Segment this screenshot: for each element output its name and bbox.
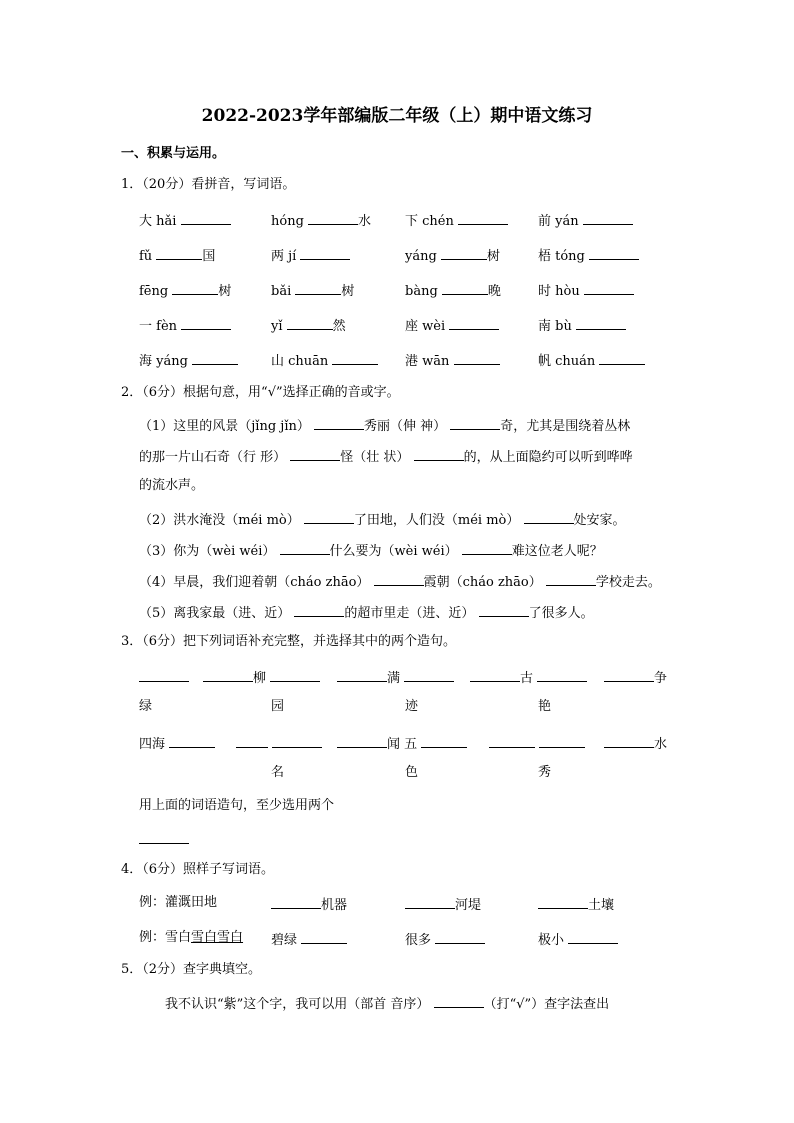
q4-item: 极小 bbox=[538, 929, 618, 950]
section-heading: 一、积累与运用。 bbox=[121, 146, 226, 161]
q1-item: bàng 晚 bbox=[405, 280, 501, 301]
q1-item: 一 fèn bbox=[139, 315, 231, 336]
q1-item: 港 wān bbox=[405, 350, 500, 371]
q5-stem: 5．（2分）查字典填空。 bbox=[121, 962, 262, 977]
q1-item: yáng 树 bbox=[405, 245, 500, 266]
q1-stem: 1．（20分）看拼音，写词语。 bbox=[121, 177, 296, 192]
q3-char: 名 bbox=[271, 765, 285, 780]
q1-item: 时 hòu bbox=[538, 280, 634, 301]
q1-item: 帆 chuán bbox=[538, 350, 645, 371]
q1-item: fǔ 国 bbox=[139, 245, 215, 266]
q1-item: hóng 水 bbox=[271, 210, 371, 231]
q1-item: 梧 tóng bbox=[538, 245, 639, 266]
q1-item: fēng 树 bbox=[139, 280, 231, 301]
q1-item: bǎi 树 bbox=[271, 280, 354, 301]
q1-item: 前 yán bbox=[538, 210, 633, 231]
q2-line: 的那一片山石奇（行 形） 怪（壮 状） 的，从上面隐约可以听到哗哗 bbox=[139, 446, 633, 467]
q3-char: 色 bbox=[405, 765, 419, 780]
q2-line: （4）早晨，我们迎着朝（cháo zhāo） 霞朝（cháo zhāo） 学校走去。 bbox=[139, 571, 661, 592]
q3-item: 闻 五 bbox=[337, 733, 467, 754]
q3-char: 迹 bbox=[405, 699, 419, 714]
q3-prompt: 用上面的词语造句，至少选用两个 bbox=[139, 798, 335, 813]
q1-item: 南 bù bbox=[538, 315, 626, 336]
q4-stem: 4．（6分）照样子写词语。 bbox=[121, 862, 275, 877]
q4-item: 河堤 bbox=[405, 894, 481, 915]
q1-item: 座 wèi bbox=[405, 315, 499, 336]
q3-item: 争 bbox=[604, 667, 667, 688]
q3-item: 柳 bbox=[203, 667, 320, 688]
q2-line: （5）离我家最（进、近） 的超市里走（进、近） 了很多人。 bbox=[139, 602, 594, 623]
q3-stem: 3．（6分）把下列词语补充完整，并选择其中的两个造句。 bbox=[121, 634, 457, 649]
q3-char: 艳 bbox=[538, 699, 552, 714]
q4-item: 很多 bbox=[405, 929, 485, 950]
q3-char: 园 bbox=[271, 699, 285, 714]
q3-item: 水 bbox=[604, 733, 667, 754]
q3-item bbox=[236, 733, 322, 754]
q3-item bbox=[489, 733, 585, 754]
q4-example: 例：雪白雪白雪白 bbox=[139, 930, 244, 945]
q4-example: 例：灌溉田地 bbox=[139, 895, 218, 910]
q5-line: 我不认识“紫”这个字，我可以用（部首 音序） （打“√”）查字法查出 bbox=[165, 993, 609, 1014]
q2-line: （3）你为（wèi wéi） 什么要为（wèi wéi） 难这位老人呢？ bbox=[139, 540, 603, 561]
q4-item: 机器 bbox=[271, 894, 347, 915]
q1-item: 下 chén bbox=[405, 210, 508, 231]
q4-item: 碧绿 bbox=[271, 929, 347, 950]
q3-item: 古 bbox=[470, 667, 587, 688]
q3-char: 秀 bbox=[538, 765, 552, 780]
q1-item: yǐ 然 bbox=[271, 315, 346, 336]
q3-item: 满 bbox=[337, 667, 454, 688]
q1-item: 海 yáng bbox=[139, 350, 238, 371]
q2-line: 的流水声。 bbox=[139, 478, 205, 493]
q2-line: （1）这里的风景（jǐng jǐn） 秀丽（伸 神） 奇，尤其是围绕着丛林 bbox=[139, 415, 630, 436]
q3-char: 绿 bbox=[139, 699, 153, 714]
page-title: 2022-2023学年部编版二年级（上）期中语文练习 bbox=[201, 106, 593, 126]
q2-line: （2）洪水淹没（méi mò） 了田地，人们没（méi mò） 处安家。 bbox=[139, 509, 626, 530]
q1-item: 大 hǎi bbox=[139, 210, 231, 231]
q4-item: 土壤 bbox=[538, 894, 614, 915]
q1-item: 山 chuān bbox=[271, 350, 378, 371]
q2-stem: 2．（6分）根据句意，用“√”选择正确的音或字。 bbox=[121, 385, 400, 400]
q3-item: 四海 bbox=[139, 733, 215, 754]
q1-item: 两 jí bbox=[271, 245, 350, 266]
q3-item bbox=[139, 667, 189, 688]
q3-answer-blank bbox=[139, 829, 189, 850]
